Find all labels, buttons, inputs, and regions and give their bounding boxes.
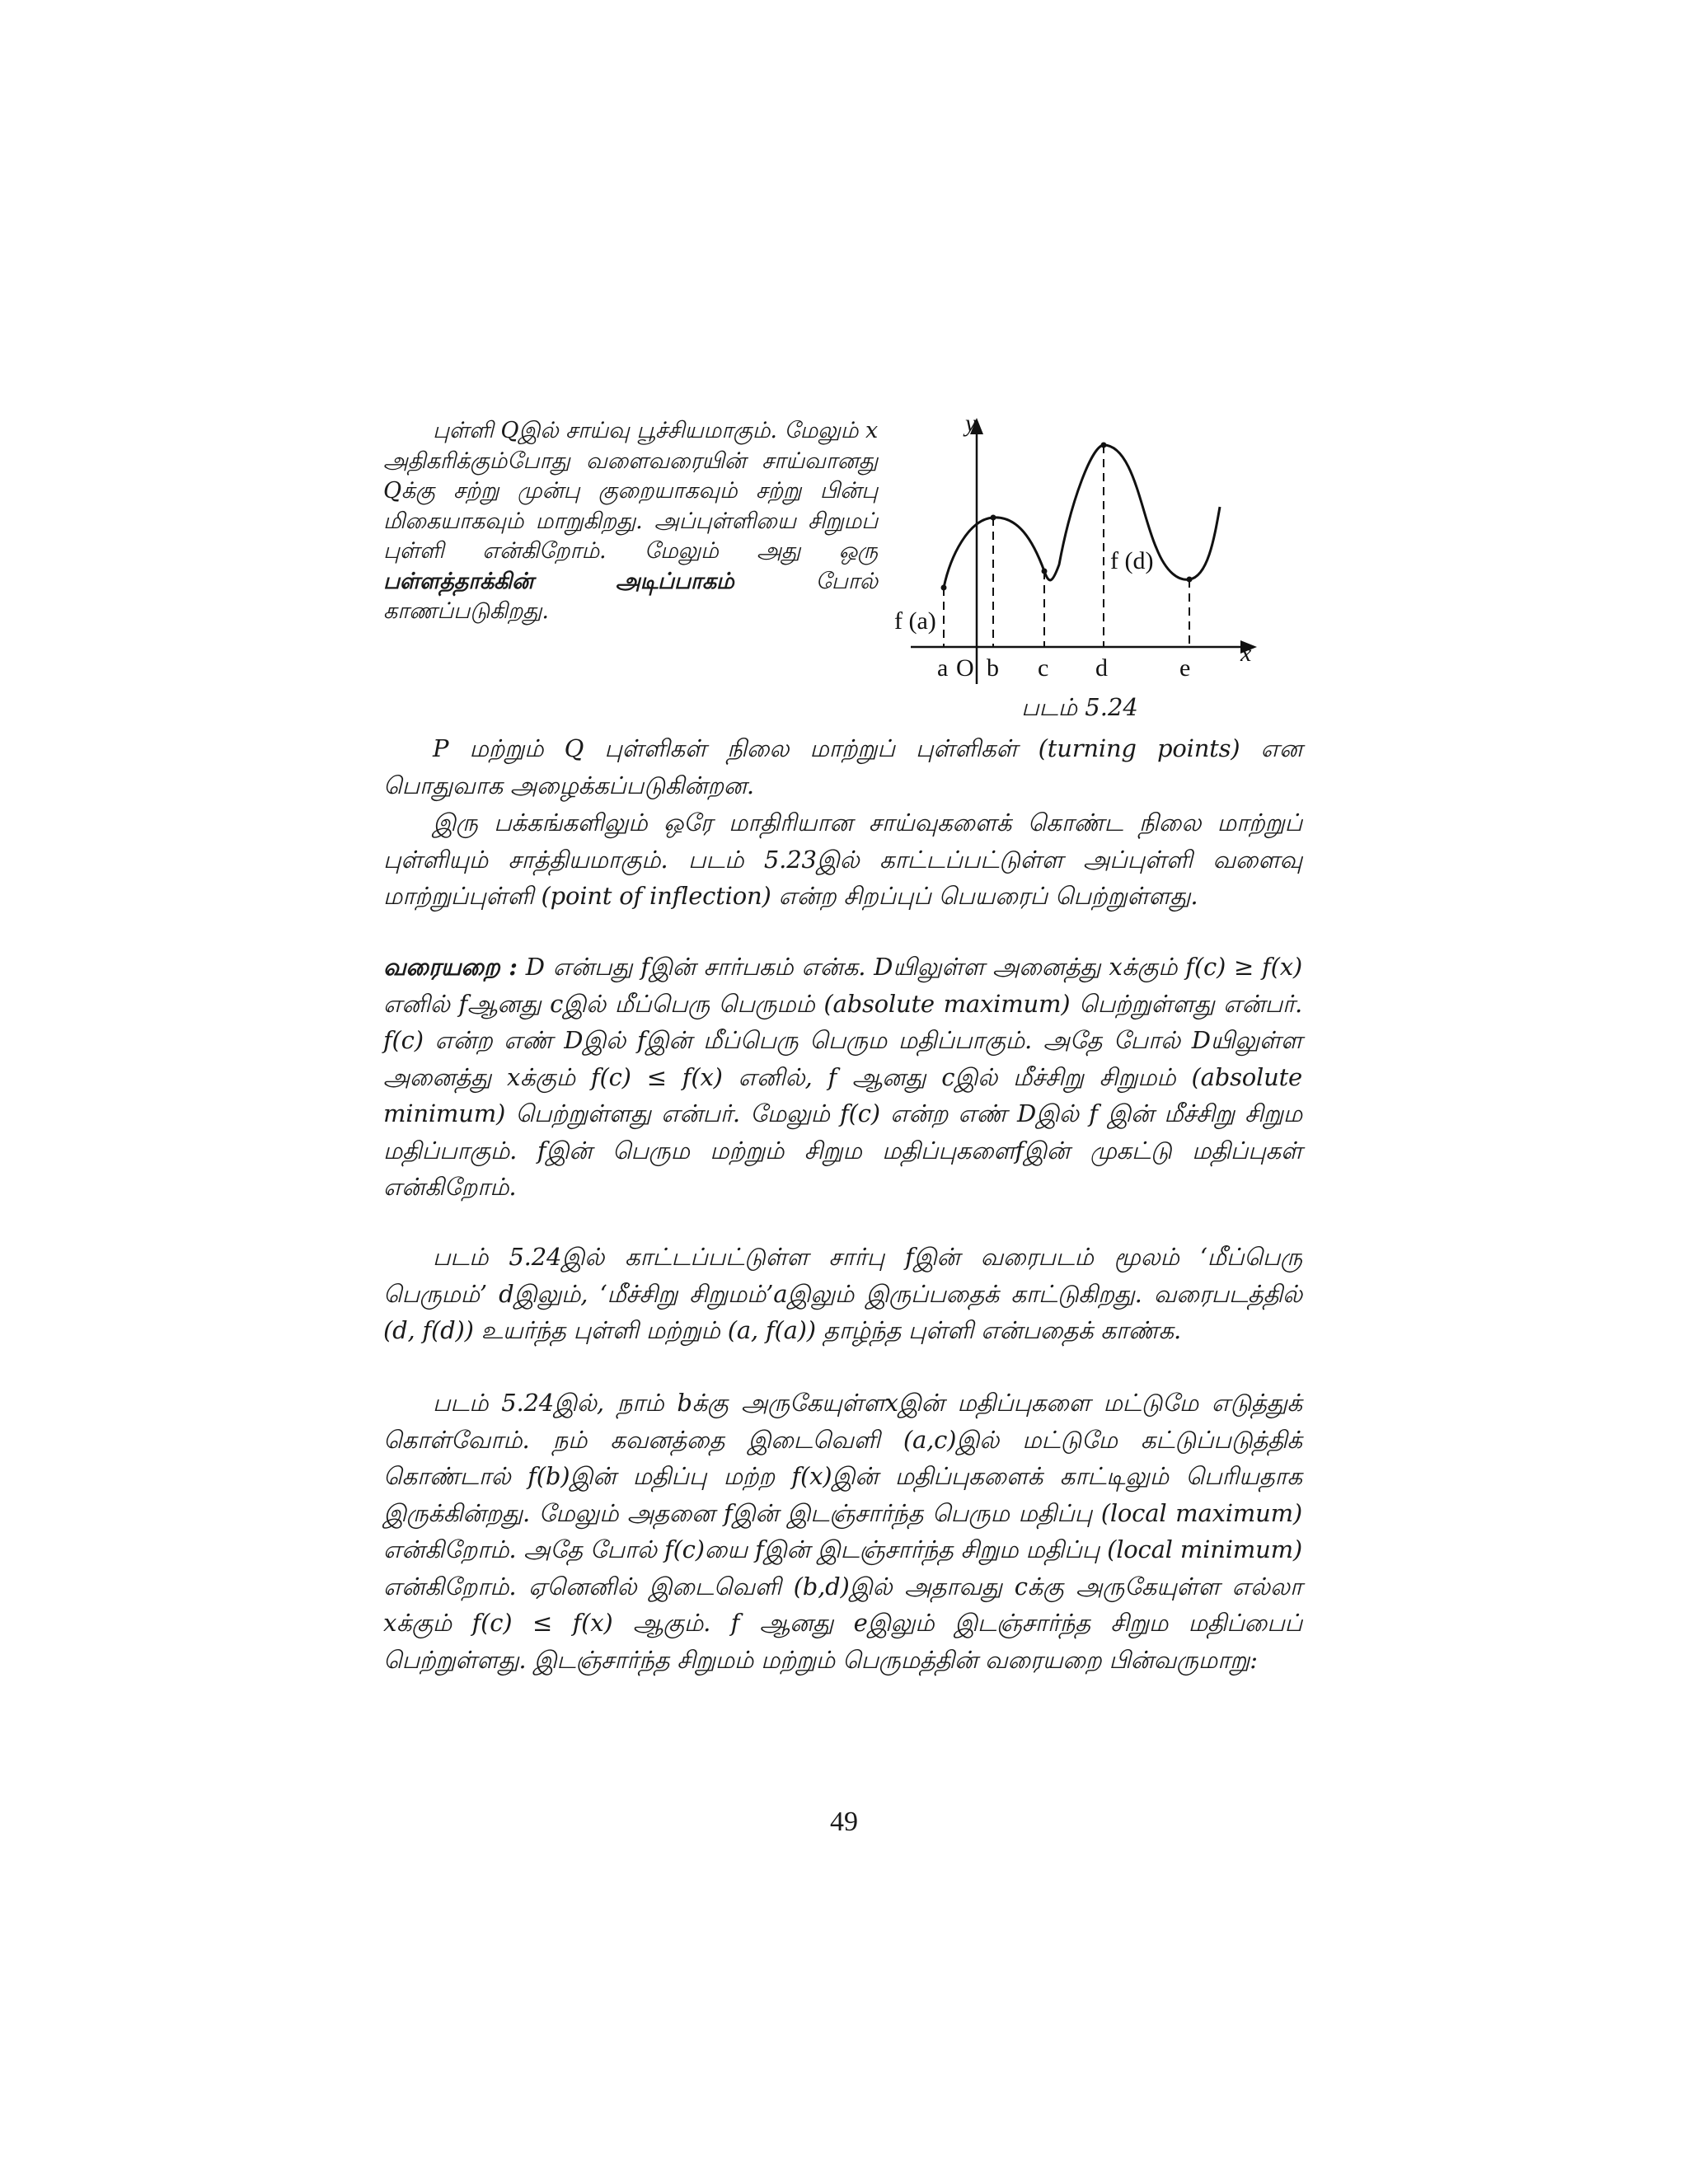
function-graph (894, 408, 1265, 692)
figure-5-24 (894, 408, 1265, 729)
label-a: a (937, 654, 949, 682)
paragraph-definition (383, 949, 1302, 1206)
point-e (1187, 577, 1193, 583)
y-axis-label: y (965, 410, 977, 437)
paragraph-extrema-figure: படம் 5.24இல் காட்டப்பட்டுள்ள சார்பு fஇன் வரைபடம் மூலம் ‘மீப்பெரு பெருமம்’ dஇலும், ‘மீச்சிறு சிறுமம்’aஇலும் இருப்பதைக் காட்டுகிறது. வரைபடத்தில் (d, f(d)) உயர்ந்த புள்ளி மற்றும் (a, f(a)) தாழ்ந்த புள்ளி என்பதைக் காண்க. (383, 1243, 1302, 1344)
label-c: c (1038, 654, 1049, 682)
paragraph-turning-points: P மற்றும் Q புள்ளிகள் நிலை மாற்றுப் புள்ளிகள் (turning points) என பொதுவாக அழைக்கப்படுகின்றன. (383, 734, 1302, 799)
paragraph-inflection: இரு பக்கங்களிலும் ஒரே மாதிரியான சாய்வுகளைக் கொண்ட நிலை மாற்றுப் புள்ளியும் சாத்தியமாகும். படம் 5.23இல் காட்டப்பட்டுள்ள அப்புள்ளி வளைவு மாற்றுப்புள்ளி (point of inflection) என்ற சிறப்புப் பெயரைப் பெற்றுள்ளது. (383, 808, 1302, 910)
label-origin: O (956, 654, 974, 682)
label-e: e (1179, 654, 1191, 682)
label-d: d (1095, 654, 1108, 682)
point-d (1101, 443, 1107, 448)
definition-label: வரையறை : (383, 953, 518, 981)
label-fa: f (a) (894, 607, 936, 635)
label-b: b (987, 654, 999, 682)
paragraph-local-extrema: படம் 5.24இல், நாம் bக்கு அருகேயுள்ளxஇன் மதிப்புகளை மட்டுமே எடுத்துக் கொள்வோம். நம் கவனத்தை இடைவெளி (a,c)இல் மட்டுமே கட்டுப்படுத்திக் கொண்டால் f(b)இன் மதிப்பு மற்ற f(x)இன் மதிப்புகளைக் காட்டிலும் பெரியதாக இருக்கின்றது. மேலும் அதனை fஇன் இடஞ்சார்ந்த பெரும மதிப்பு (local maximum) என்கிறோம். அதே போல் f(c)யை fஇன் இடஞ்சார்ந்த சிறும மதிப்பு (local minimum) என்கிறோம். ஏனெனில் இடைவெளி (b,d)இல் அதாவது cக்கு அருகேயுள்ள எல்லா xக்கும் f(c) ≤ f(x) ஆகும். f ஆனது eஇலும் இடஞ்சார்ந்த சிறும மதிப்பைப் பெற்றுள்ளது. இடஞ்சார்ந்த சிறுமம் மற்றும் பெருமத்தின் வரையறை பின்வருமாறு: (383, 1389, 1302, 1674)
x-axis-label: x (1240, 640, 1252, 667)
intro-paragraph (383, 416, 878, 627)
definition-body: D என்பது fஇன் சார்பகம் என்க. Dயிலுள்ள அனைத்து xக்கும் f(c) ≥ f(x) எனில் fஆனது cஇல் மீப்பெரு பெருமம் (absolute maximum) பெற்றுள்ளது என்பர். f(c) என்ற எண் Dஇல் fஇன் மீப்பெரு பெரும மதிப்பாகும். அதே போல் Dயிலுள்ள அனைத்து xக்கும் f(c) ≤ f(x) எனில், f ஆனது cஇல் மீச்சிறு சிறுமம் (absolute minimum) பெற்றுள்ளது என்பர். மேலும் f(c) என்ற எண் Dஇல் f இன் மீச்சிறு சிறும மதிப்பாகும். fஇன் பெரும மற்றும் சிறும மதிப்புகளைfஇன் முகட்டு மதிப்புகள் என்கிறோம். (383, 953, 1303, 1201)
intro-text-1: புள்ளி Qஇல் சாய்வு பூச்சியமாகும். மேலும் x அதிகரிக்கும்போது வளைவரையின் சாய்வானது Qக்கு சற்று முன்பு குறையாகவும் சற்று பின்பு மிகையாகவும் மாறுகிறது. அப்புள்ளியை சிறுமப் புள்ளி என்கிறோம். மேலும் அது ஒரு (383, 418, 878, 564)
figure-caption: படம் 5.24 (1021, 693, 1138, 721)
intro-text-2: போல் காணப்படுகிறது. (383, 568, 878, 624)
point-b (991, 515, 996, 521)
point-c (1042, 569, 1048, 574)
label-fd: f (d) (1110, 547, 1154, 574)
page-number: 49 (830, 1807, 858, 1837)
valley-bottom-term: பள்ளத்தாக்கின் அடிப்பாகம் (383, 568, 734, 594)
point-a (941, 585, 947, 591)
function-curve (944, 445, 1220, 588)
